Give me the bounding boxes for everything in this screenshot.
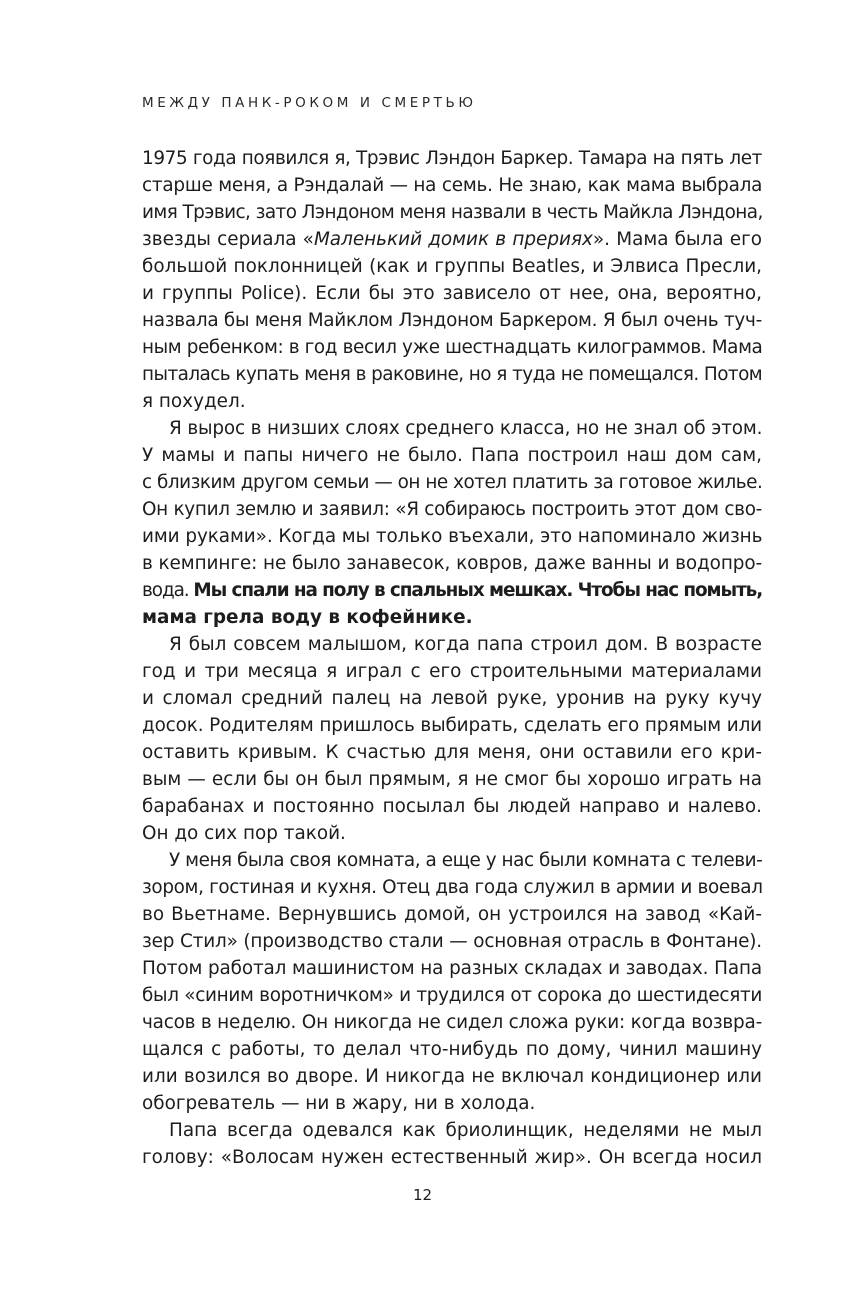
text-line: во Вьетнаме. Вернувшись домой, он устроился на завод «Кай- <box>142 904 762 925</box>
italic-title: Маленький домик в прериях <box>313 229 593 250</box>
text-line: Он купил землю и заявил: «Я собираюсь построить этот дом сво- <box>142 499 762 520</box>
text-line: оставить кривым. К счастью для меня, они оставили его кри- <box>142 742 762 763</box>
text-line: и сломал средний палец на левой руке, уронив на руку кучу <box>142 688 762 709</box>
text-line <box>142 577 762 604</box>
text-line: был «синим воротничком» и трудился от сорока до шестидесяти <box>142 985 762 1006</box>
text-line: зер Стил» (производство стали — основная отрасль в Фонтане). <box>142 931 762 952</box>
text-line: Он до сих пор такой. <box>142 823 346 844</box>
bold-emphasis: Мы спали на полу в спальных мешках. Чтобы нас помыть, <box>193 580 763 601</box>
bold-emphasis-line: мама грела воду в кофейнике. <box>142 607 473 628</box>
paragraph-start: Я вырос в низших слоях среднего класса, но не знал об этом. <box>169 418 763 439</box>
text-line: или возился во дворе. И никогда не включал кондиционер или <box>142 1066 762 1087</box>
text-line: и группы Police). Если бы это зависело от нее, она, вероятно, <box>142 283 762 304</box>
paragraph-start: У меня была своя комната, а еще у нас были комната с телеви- <box>169 850 763 871</box>
text-line: звезды сериала «Маленький домик в прериях». Мама была его <box>142 229 762 250</box>
text-line: старше меня, а Рэндалай — на семь. Не знаю, как мама выбрала <box>142 175 763 196</box>
text-line: часов в неделю. Он никогда не сидел сложа руки: когда возвра- <box>142 1012 763 1033</box>
paragraph-start: Я был совсем малышом, когда папа строил дом. В возрасте <box>169 634 762 655</box>
text-line: обогреватель — ни в жару, ни в холода. <box>142 1093 536 1114</box>
text-line: с близким другом семьи — он не хотел платить за готовое жилье. <box>142 472 763 493</box>
text-line: ими руками». Когда мы только въехали, это напоминало жизнь <box>142 526 763 547</box>
text-line: щался с работы, то делал что-нибудь по дому, чинил машину <box>142 1039 762 1060</box>
text-line: пыталась купать меня в раковине, но я туда не помещался. Потом <box>142 364 763 385</box>
text-line: я похудел. <box>142 391 246 412</box>
text-fragment: вода. <box>142 580 189 601</box>
text-line: Потом работал машинистом на разных складах и заводах. Папа <box>142 958 762 979</box>
text-line: досок. Родителям пришлось выбирать, сделать его прямым или <box>142 715 762 736</box>
page-number: 12 <box>412 1186 433 1204</box>
body-text <box>142 145 762 1171</box>
text-line: большой поклонницей (как и группы Beatles, и Элвиса Пресли, <box>142 256 762 277</box>
text-line: ным ребенком: в год весил уже шестнадцать килограммов. Мама <box>142 337 763 358</box>
text-line: назвала бы меня Майклом Лэндоном Баркером. Я был очень туч- <box>142 310 762 331</box>
text-line: голову: «Волосам нужен естественный жир». Он всегда носил <box>142 1147 762 1168</box>
text-line: имя Трэвис, зато Лэндоном меня назвали в честь Майкла Лэндона, <box>142 202 763 223</box>
running-head: МЕЖДУ ПАНК-РОКОМ И СМЕРТЬЮ <box>142 95 477 111</box>
text-line: У мамы и папы ничего не было. Папа построил наш дом сам, <box>142 445 762 466</box>
text-line: зором, гостиная и кухня. Отец два года служил в армии и воевал <box>142 877 763 898</box>
text-line: вым — если бы он был прямым, я не смог бы хорошо играть на <box>142 769 762 790</box>
text-line: 1975 года появился я, Трэвис Лэндон Баркер. Тамара на пять лет <box>142 148 762 169</box>
paragraph-start: Папа всегда одевался как бриолинщик, неделями не мыл <box>169 1120 762 1141</box>
text-line: барабанах и постоянно посылал бы людей направо и налево. <box>142 796 762 817</box>
text-line: в кемпинге: не было занавесок, ковров, даже ванны и водопро- <box>142 553 763 574</box>
text-line: год и три месяца я играл с его строительными материалами <box>142 661 762 682</box>
